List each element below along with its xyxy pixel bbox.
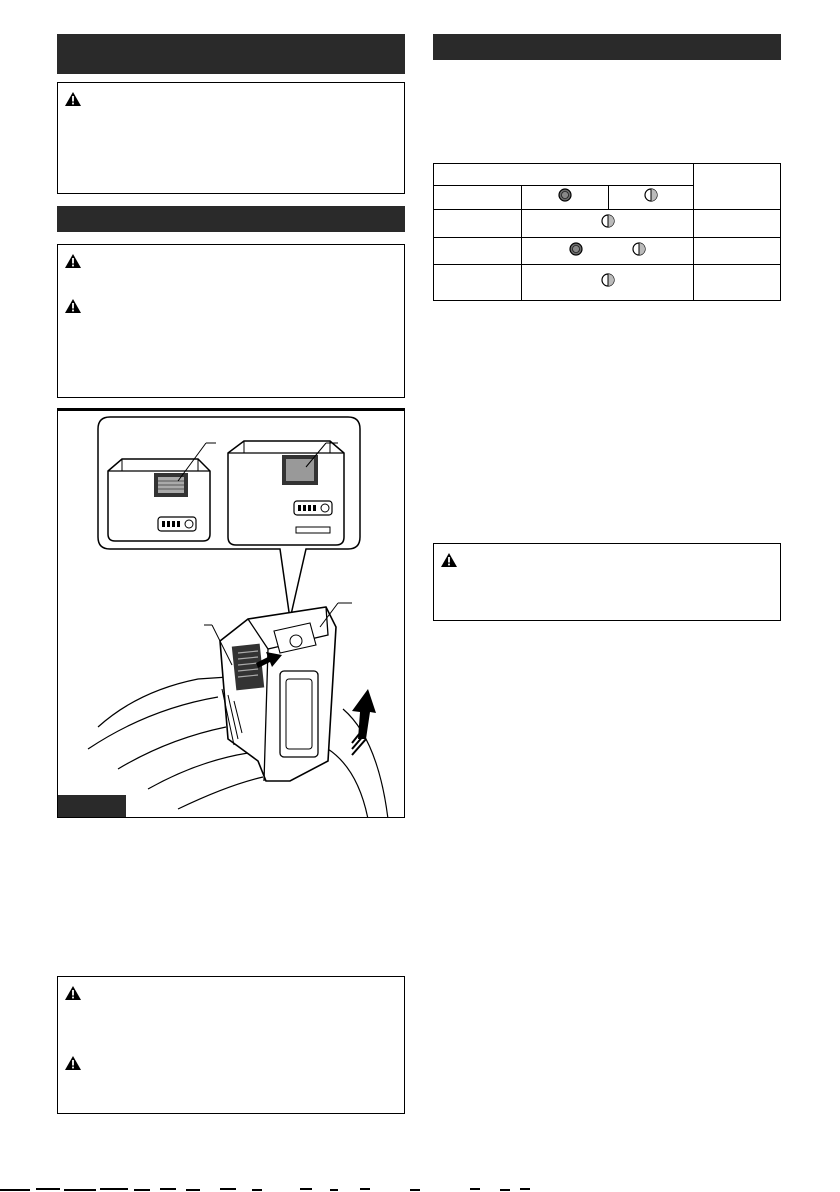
warning-box-right-1 [433, 543, 781, 621]
battery-cartridge-icon [228, 441, 344, 545]
warning-box-left-3 [57, 976, 405, 1114]
led-half-icon [601, 273, 615, 287]
table-cell [434, 265, 522, 301]
warning-triangle-icon [65, 1056, 81, 1070]
table-header-cell [434, 164, 694, 186]
battery-cartridge-icon [108, 459, 210, 541]
table-cell [522, 186, 609, 210]
table-row [434, 210, 781, 238]
warning-triangle-icon [65, 254, 81, 268]
table-cell [522, 265, 694, 301]
section-header-left-1 [57, 34, 405, 74]
figure-label [58, 795, 126, 817]
warning-triangle-icon [65, 92, 81, 106]
section-header-left-2 [57, 206, 405, 232]
warning-triangle-icon [65, 986, 81, 1000]
table-cell [522, 238, 694, 265]
table-cell [434, 238, 522, 265]
table-cell [522, 210, 694, 238]
battery-illustration [58, 409, 405, 818]
clipped-bottom-edge [0, 1186, 840, 1192]
table-row [434, 164, 781, 186]
indicator-table [433, 163, 781, 301]
table-cell [609, 186, 694, 210]
warning-triangle-icon [441, 553, 457, 567]
table-row [434, 238, 781, 265]
warning-box-left-1 [57, 82, 405, 194]
table-cell [434, 186, 522, 210]
section-header-right-1 [433, 34, 781, 60]
led-half-icon [601, 214, 615, 228]
led-lit-icon [569, 242, 583, 256]
led-lit-icon [558, 188, 572, 202]
table-cell [434, 210, 522, 238]
table-header-cell [694, 164, 781, 210]
table-row [434, 265, 781, 301]
led-half-icon [644, 188, 658, 202]
table-cell [694, 210, 781, 238]
table-cell [694, 238, 781, 265]
battery-installation-figure [57, 408, 405, 818]
table-cell [694, 265, 781, 301]
warning-triangle-icon [65, 299, 81, 313]
warning-box-left-2 [57, 244, 405, 398]
led-half-icon [632, 242, 646, 256]
